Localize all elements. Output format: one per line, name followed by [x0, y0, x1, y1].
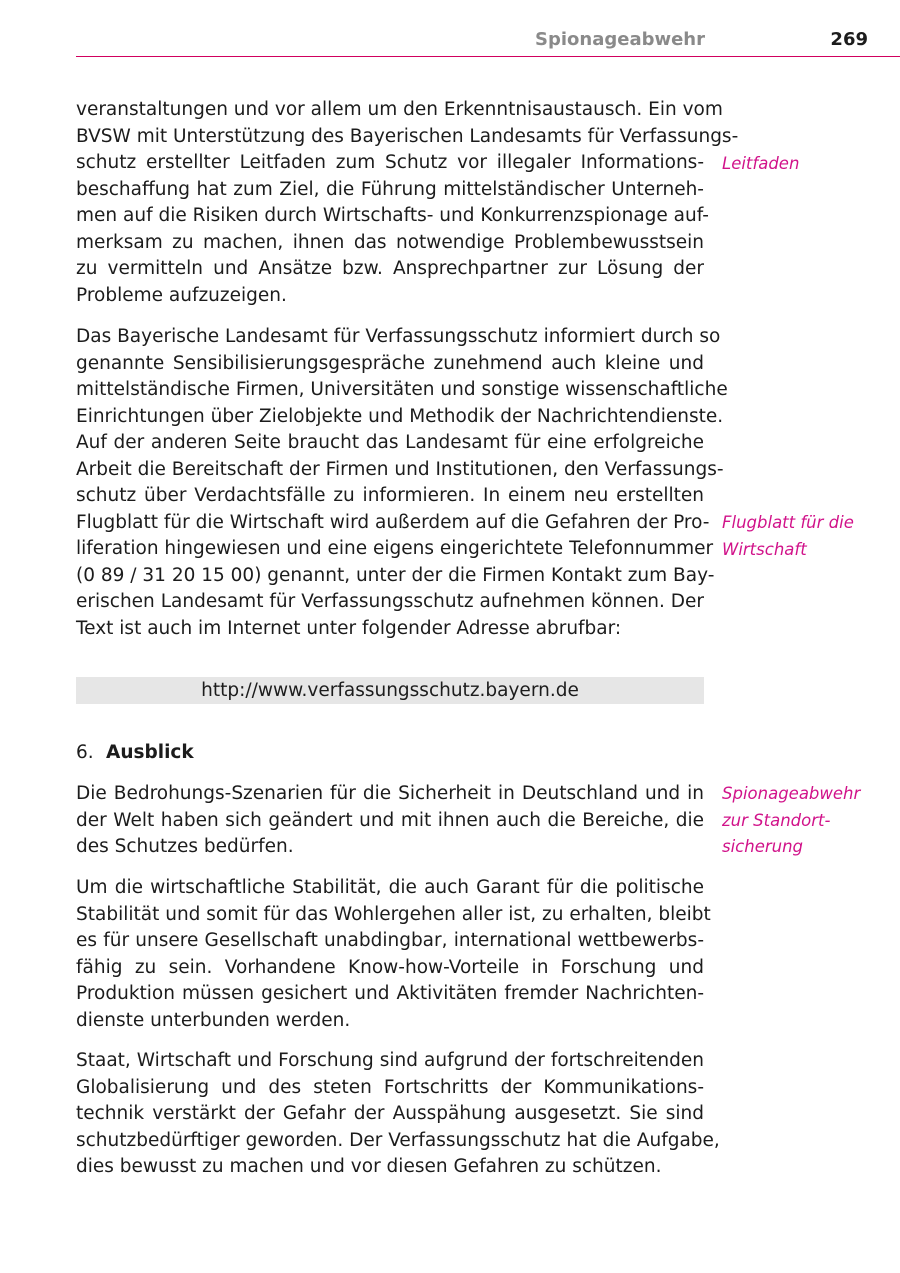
text-line: des Schutzes bedürfen. — [76, 836, 294, 857]
text-line: schutz erstellter Leitfaden zum Schutz vor illegaler Informations- — [76, 152, 704, 173]
text-line: Staat, Wirtschaft und Forschung sind aufgrund der fortschreitenden — [76, 1050, 704, 1071]
margin-note-line: Wirtschaft — [722, 539, 807, 559]
text-line: mittelständische Firmen, Universitäten und sonstige wissenschaftliche — [76, 379, 728, 400]
text-line: BVSW mit Unterstützung des Bayerischen Landesamts für Verfassungs- — [76, 125, 739, 147]
text-line: zu vermitteln und Ansätze bzw. Ansprechpartner zur Lösung der — [76, 258, 704, 279]
text-line: technik verstärkt der Gefahr der Ausspähung ausgesetzt. Sie sind — [76, 1103, 704, 1124]
text-line: Das Bayerische Landesamt für Verfassungsschutz informiert durch so — [76, 326, 721, 347]
page-number: 269 — [830, 29, 868, 50]
text-line: dienste unterbunden werden. — [76, 1009, 351, 1031]
margin-note-line: sicherung — [722, 837, 804, 856]
text-line: Globalisierung und des steten Fortschritts der Kommunikations- — [76, 1076, 704, 1098]
url-link[interactable]: http://www.verfassungsschutz.bayern.de — [76, 677, 704, 704]
text-line: es für unsere Gesellschaft unabdingbar, international wettbewerbs- — [76, 930, 704, 951]
text-line: veranstaltungen und vor allem um den Erkenntnisaustausch. Ein vom — [76, 99, 723, 120]
running-header-title: Spionageabwehr — [535, 29, 705, 50]
section-number: 6. — [76, 742, 94, 763]
text-line: beschaffung hat zum Ziel, die Führung mittelständischer Unterneh- — [76, 178, 704, 200]
text-line: dies bewusst zu machen und vor diesen Gefahren zu schützen. — [76, 1156, 662, 1177]
margin-note-flugblatt — [722, 510, 897, 563]
text-line: Probleme aufzuzeigen. — [76, 284, 287, 306]
text-line: genannte Sensibilisierungsgespräche zunehmend auch kleine und — [76, 352, 704, 374]
text-line: erischen Landesamt für Verfassungsschutz aufnehmen können. Der — [76, 591, 704, 612]
margin-note-standortsicherung — [722, 781, 897, 861]
section-heading — [76, 740, 194, 767]
text-line: merksam zu machen, ihnen das notwendige Problembewusstsein — [76, 231, 704, 253]
margin-note-line: zur Standort- — [722, 810, 831, 830]
text-line: Stabilität und somit für das Wohlergehen aller ist, zu erhalten, bleibt — [76, 903, 711, 925]
text-line: liferation hingewiesen und eine eigens eingerichtete Telefonnummer — [76, 538, 714, 559]
section-title: Ausblick — [106, 742, 194, 763]
text-line: men auf die Risiken durch Wirtschafts- und Konkurrenzspionage auf- — [76, 205, 709, 226]
text-line: schutz über Verdachtsfälle zu informieren. In einem neu erstellten — [76, 485, 704, 506]
text-line: Die Bedrohungs-Szenarien für die Sicherheit in Deutschland und in — [76, 783, 704, 804]
margin-note-line: Spionageabwehr — [722, 784, 861, 803]
text-line: Arbeit die Bereitschaft der Firmen und Institutionen, den Verfassungs- — [76, 458, 724, 480]
text-line: Flugblatt für die Wirtschaft wird außerdem auf die Gefahren der Pro- — [76, 511, 710, 533]
text-line: Einrichtungen über Zielobjekte und Methodik der Nachrichtendienste. — [76, 405, 724, 427]
margin-note-line: Leitfaden — [722, 154, 800, 173]
text-line: Text ist auch im Internet unter folgender Adresse abrufbar: — [76, 617, 622, 639]
margin-note-leitfaden — [722, 151, 897, 178]
header-rule — [76, 56, 900, 57]
text-line: schutzbedürftiger geworden. Der Verfassungsschutz hat die Aufgabe, — [76, 1129, 720, 1151]
text-line: Produktion müssen gesichert und Aktivitäten fremder Nachrichten- — [76, 983, 704, 1004]
text-line: (0 89 / 31 20 15 00) genannt, unter der die Firmen Kontakt zum Bay- — [76, 564, 715, 586]
text-line: Auf der anderen Seite braucht das Landesamt für eine erfolgreiche — [76, 432, 704, 453]
text-line: fähig zu sein. Vorhandene Know-how-Vorteile in Forschung und — [76, 956, 704, 978]
text-line: der Welt haben sich geändert und mit ihnen auch die Bereiche, die — [76, 809, 704, 831]
text-line: Um die wirtschaftliche Stabilität, die auch Garant für die politische — [76, 877, 704, 898]
margin-note-line: Flugblatt für die — [722, 513, 854, 532]
